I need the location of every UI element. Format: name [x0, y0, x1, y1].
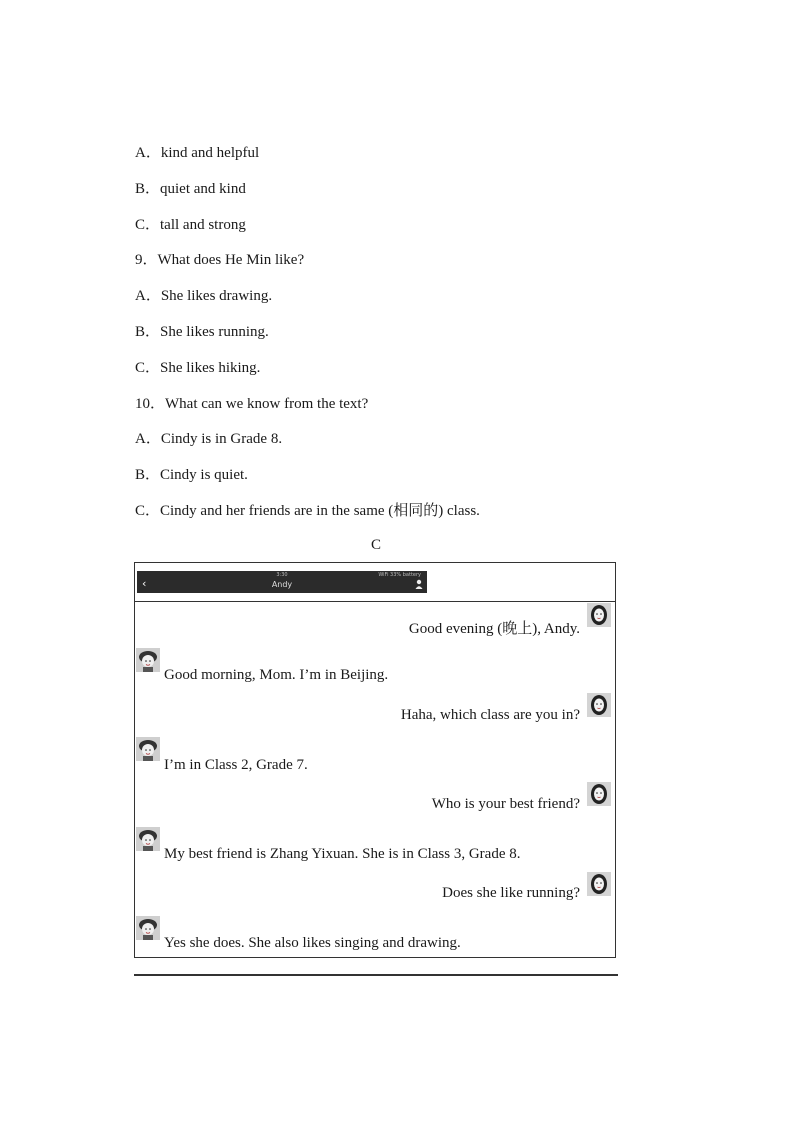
andy-avatar-icon: [136, 737, 160, 761]
contact-name: Andy: [271, 580, 293, 589]
chat-message: I’m in Class 2, Grade 7.: [164, 757, 308, 773]
phone-title-bar: [137, 571, 427, 593]
status-icons: WiFi 33% battery: [378, 572, 421, 578]
option-8a: A．kind and helpful: [135, 145, 260, 161]
chat-header: [135, 563, 615, 602]
chat-message: My best friend is Zhang Yixuan. She is in Class 3, Grade 8.: [164, 846, 521, 862]
chat-message: Good morning, Mom. I’m in Beijing.: [164, 667, 389, 683]
chat-message: Haha, which class are you in?: [400, 707, 580, 723]
option-8c: C．tall and strong: [135, 217, 246, 233]
option-9c: C．She likes hiking.: [135, 360, 261, 376]
option-8b: B．quiet and kind: [135, 181, 246, 197]
mom-avatar-icon: [587, 782, 611, 806]
chevron-left-icon: ‹: [142, 577, 147, 590]
section-label: C: [370, 537, 381, 553]
mom-avatar-icon: [587, 603, 611, 627]
chat-screenshot: [134, 562, 616, 958]
chat-message: Does she like running?: [442, 885, 580, 901]
chat-message: Good evening (晚上), Andy.: [408, 621, 580, 637]
andy-avatar-icon: [136, 827, 160, 851]
option-10b: B．Cindy is quiet.: [135, 467, 248, 483]
option-10c: C．Cindy and her friends are in the same (相同的) class.: [135, 503, 480, 519]
option-9b: B．She likes running.: [135, 324, 269, 340]
mom-avatar-icon: [587, 693, 611, 717]
option-10a: A．Cindy is in Grade 8.: [135, 431, 283, 447]
mom-avatar-icon: [587, 872, 611, 896]
question-9: 9．What does He Min like?: [135, 252, 305, 268]
chat-message: Who is your best friend?: [431, 796, 580, 812]
status-time: 3:30: [276, 572, 288, 578]
divider: [134, 974, 618, 976]
person-icon: [415, 579, 423, 589]
andy-avatar-icon: [136, 648, 160, 672]
question-10: 10．What can we know from the text?: [135, 396, 369, 412]
chat-message: Yes she does. She also likes singing and drawing.: [164, 935, 461, 951]
andy-avatar-icon: [136, 916, 160, 940]
option-9a: A．She likes drawing.: [135, 288, 273, 304]
